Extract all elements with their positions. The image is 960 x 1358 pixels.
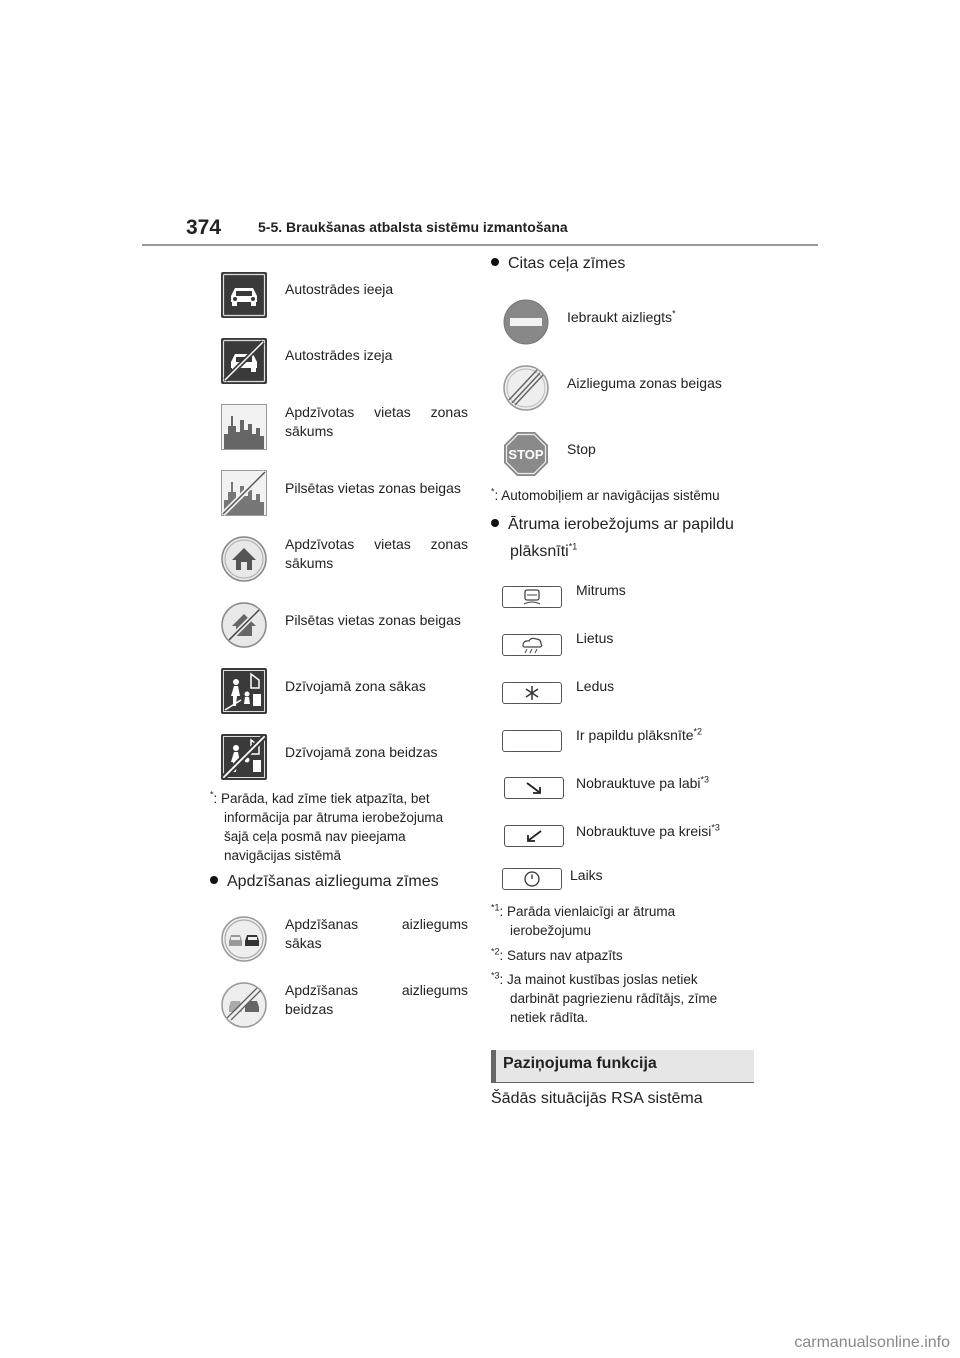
heading-text: Ātruma ierobežojums ar papildu xyxy=(508,516,734,533)
footnote-1: $^{*1}$: Parāda vienlaicīgi ar ātruma ierobežojumu xyxy=(491,902,676,938)
plate-label: Lietus xyxy=(576,630,614,646)
sign-label: Apdzīvotas vietas zonas sākums xyxy=(285,404,468,439)
residential-zone-start-sign-icon xyxy=(221,668,267,714)
footnote-line: navigācijas sistēmā xyxy=(224,848,342,863)
plate-label: Ledus xyxy=(576,678,615,694)
plate-label: Mitrums xyxy=(576,582,626,598)
highway-exit-sign-icon xyxy=(221,338,267,384)
other-signs-heading xyxy=(491,255,625,273)
time-plate-icon xyxy=(502,868,562,890)
plate-label: Laiks xyxy=(570,867,603,883)
sign-label: Pilsētas vietas zonas beigas xyxy=(285,480,461,496)
wet-road-plate-icon xyxy=(502,586,562,608)
sign-label: Iebraukt aizliegts* xyxy=(567,308,676,325)
sign-label: Apdzīvotas vietas zonas sākums xyxy=(285,536,468,571)
footnote-line: : Parāda, kad zīme tiek atpazīta, bet xyxy=(213,791,430,806)
highway-entry-sign-icon xyxy=(221,272,267,318)
footnote-line: informācija par ātruma ierobežojuma xyxy=(224,810,444,825)
exit-left-plate-icon xyxy=(504,825,564,847)
ice-plate-icon xyxy=(502,682,562,704)
plate-label: Ir papildu plāksnīte$^{*2}$ xyxy=(576,726,703,743)
sign-label: Apdzīšanas aizliegums beidzas xyxy=(285,982,468,1017)
bullet-icon xyxy=(210,876,218,884)
plate-label: Nobrauktuve pa kreisi$^{*3}$ xyxy=(576,822,720,839)
rain-plate-icon xyxy=(502,634,562,656)
exit-right-plate-icon xyxy=(504,777,564,799)
footnote-2: $^{*2}$: Saturs nav atpazīts xyxy=(491,946,623,963)
sign-label: Stop xyxy=(567,441,596,457)
body-text: Šādās situācijās RSA sistēma xyxy=(491,1090,703,1107)
section-title: Paziņojuma funkcija xyxy=(503,1055,657,1072)
sign-label: Autostrādes izeja xyxy=(285,347,393,363)
plate-label: Nobrauktuve pa labi$^{*3}$ xyxy=(576,774,710,791)
bullet-icon xyxy=(491,519,499,527)
town-end-sign-icon xyxy=(221,602,267,648)
speed-plates-heading: Ātruma ierobežojums ar papildu plāksnīti$^{*1}$ xyxy=(491,513,734,564)
sign-label: Dzīvojamā zona sākas xyxy=(285,678,426,694)
heading-text: Apdzīšanas aizlieguma zīmes xyxy=(227,873,439,890)
town-start-sign-icon xyxy=(221,536,267,582)
sign-label: Aizlieguma zonas beigas xyxy=(567,375,722,391)
residential-zone-end-sign-icon xyxy=(221,734,267,780)
stop-sign-icon xyxy=(503,431,549,477)
heading-text: plāksnīti xyxy=(510,543,569,560)
sign-label: Apdzīšanas aizliegums sākas xyxy=(285,916,468,951)
end-restriction-sign-icon xyxy=(503,365,549,411)
left-footnote xyxy=(210,789,470,865)
end-no-overtaking-sign-icon xyxy=(221,982,267,1028)
footnote-marker: * xyxy=(210,789,214,800)
heading-text: Citas ceļa zīmes xyxy=(508,255,626,272)
no-overtaking-sign-icon xyxy=(221,916,267,962)
page-number: 374 xyxy=(186,216,222,239)
sign-label: Pilsētas vietas zonas beigas xyxy=(285,612,461,628)
overtake-heading xyxy=(210,873,439,891)
sign-label: Dzīvojamā zona beidzas xyxy=(285,744,438,760)
no-entry-sign-icon xyxy=(503,299,549,345)
other-footnote: *: Automobiļiem ar navigācijas sistēmu xyxy=(491,486,720,503)
blank-plate-icon xyxy=(502,730,562,752)
watermark: carmanualsonline.info xyxy=(794,1334,950,1351)
stop-text: STOP xyxy=(508,447,544,462)
sign-label: Autostrādes ieeja xyxy=(285,281,394,297)
section-header: 5-5. Braukšanas atbalsta sistēmu izmantošana xyxy=(258,219,568,235)
footnote-3: $^{*3}$: Ja mainot kustības joslas netiek darbināt pagriezienu rādītājs, zīme netiek rādīta. xyxy=(491,970,718,1025)
footnote-line: šajā ceļa posmā nav pieejama xyxy=(224,829,406,844)
header-rule xyxy=(142,244,818,246)
city-end-sign-icon xyxy=(221,470,267,516)
city-start-sign-icon xyxy=(221,404,267,450)
bullet-icon xyxy=(491,258,499,266)
